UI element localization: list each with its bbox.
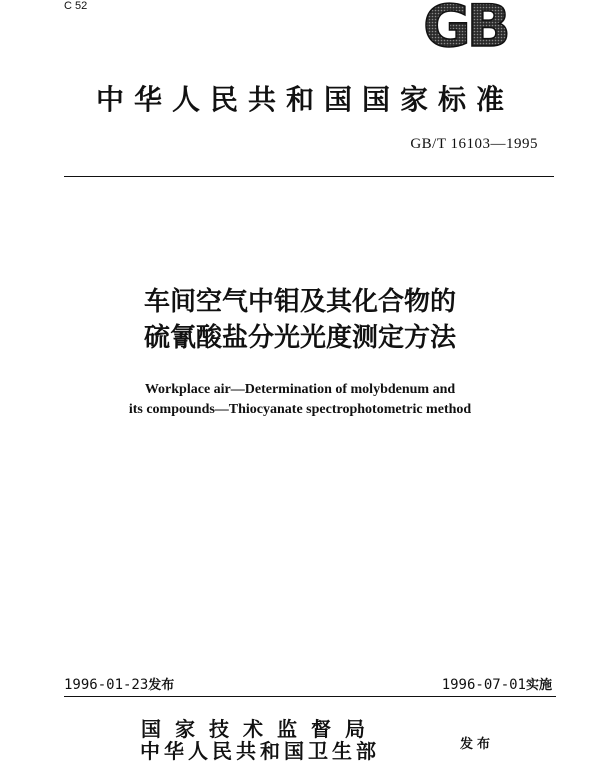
publisher-line2: 中华人民共和国卫生部 xyxy=(140,739,380,763)
title-zh-line2: 硫氰酸盐分光光度测定方法 xyxy=(143,323,456,353)
issued-date xyxy=(64,676,174,695)
footer-divider xyxy=(64,696,556,697)
classification-code: C 52 xyxy=(64,0,88,12)
publisher-line1: 国家技术监督局 xyxy=(141,717,379,741)
effective-date-value: 1996-07-01 xyxy=(441,677,526,693)
issued-label: 发布 xyxy=(148,678,175,693)
standard-code: GB/T 16103—1995 xyxy=(410,136,538,152)
standard-name: 中华人民共和国国家标准 xyxy=(95,83,514,116)
publish-label: 发布 xyxy=(460,737,495,752)
effective-label: 实施 xyxy=(525,678,552,693)
gb-logo xyxy=(410,0,520,52)
gb-logo-text: GB xyxy=(423,0,507,52)
title-en-line2: its compounds—Thiocyanate spectrophotometric method xyxy=(128,402,472,417)
effective-date xyxy=(442,676,552,695)
title-en-line1: Workplace air—Determination of molybdenum and xyxy=(144,382,456,397)
header-divider xyxy=(64,176,554,177)
title-zh-line1: 车间空气中钼及其化合物的 xyxy=(143,287,456,317)
issued-date-value: 1996-01-23 xyxy=(64,677,149,693)
